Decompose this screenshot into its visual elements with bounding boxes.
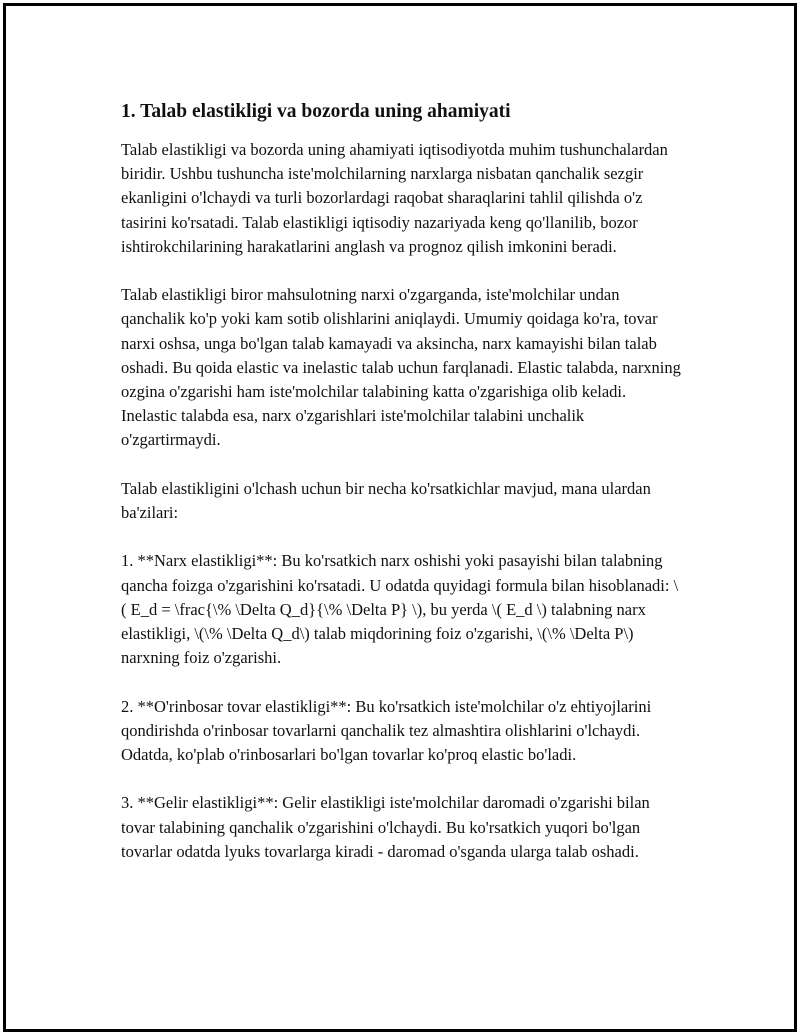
list-item-price-elasticity: 1. **Narx elastikligi**: Bu ko'rsatkich narx oshishi yoki pasayishi bilan talabning qancha foizga o'zgarishini ko'rsatadi. U odatda quyidagi formula bilan hisoblanadi: \( E_d = \frac{\% \Delta Q_d}{\% \Delta P} \), bu yerda \( E_d \) talabning narx elastikligi, \(\% \Delta Q_d\) talab miqdorining foiz o'zgarishi, \(\% \Delta P\) narxning foiz o'zgarishi. <box>121 551 679 668</box>
paragraph-intro: Talab elastikligi va bozorda uning ahamiyati iqtisodiyotda muhim tushunchalardan biridir. Ushbu tushuncha iste'molchilarning narxlarga nisbatan qanchalik sezgir ekanligini o'lchaydi va turli bozorlardagi raqobat sharaqlarini tahlil qilishda o'z tasirini ko'rsatadi. Talab elastikligi iqtisodiy nazariyada keng qo'llanilib, bozor ishtirokchilarining harakatlarini anglash va prognoz qilish imkonini beradi. <box>121 140 668 256</box>
document-page <box>3 3 797 1032</box>
list-item-substitute-elasticity: 2. **O'rinbosar tovar elastikligi**: Bu ko'rsatkich iste'molchilar o'z ehtiyojlarini qondirishda o'rinbosar tovarlarni qanchalik tez almashtira olishlarini o'lchaydi. Odatda, ko'plab o'rinbosarlari bo'lgan tovarlar ko'proq elastic bo'ladi. <box>121 696 652 765</box>
list-item-income-elasticity: 3. **Gelir elastikligi**: Gelir elastikligi iste'molchilar daromadi o'zgarishi bilan tovar talabining qanchalik o'zgarishini o'lchaydi. Bu ko'rsatkich yuqori bo'lgan tovarlar odatda lyuks tovarlarga kiradi - daromad o'sganda ularga talab oshadi. <box>121 793 650 861</box>
paragraph-indicators-intro: Talab elastikligini o'lchash uchun bir necha ko'rsatkichlar mavjud, mana ulardan ba'zilari: <box>121 478 651 523</box>
paragraph-definition: Talab elastikligi biror mahsulotning narxi o'zgarganda, iste'molchilar undan qanchalik ko'p yoki kam sotib olishlarini aniqlaydi. Umumiy qoidaga ko'ra, tovar narxi oshsa, unga bo'lgan talab kamayadi va aksincha, narx kamayishi bilan talab oshadi. Bu qoida elastic va inelastic talab uchun farqlanadi. Elastic talabda, narxning ozgina o'zgarishi ham iste'molchilar talabining katta o'zgarishiga olib keladi. Inelastic talabda esa, narx o'zgarishlari iste'molchilar talabini unchalik o'zgartirmaydi. <box>121 285 681 450</box>
document-title: 1. Talab elastikligi va bozorda uning ahamiyati <box>121 101 511 122</box>
document-body <box>121 98 681 888</box>
